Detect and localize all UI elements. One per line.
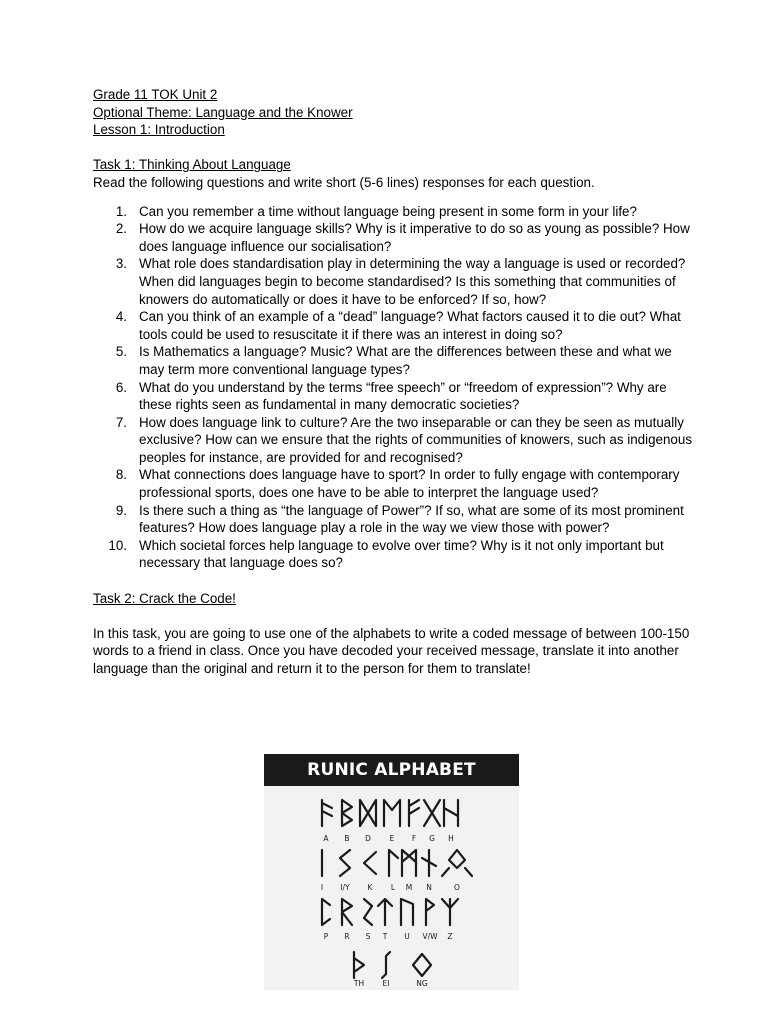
rune-glyphs bbox=[264, 786, 519, 990]
question-text: How does language link to culture? Are the two inseparable or can they be seen as mutually exclusive? How can we ensure that the rights of communities of knowers, such as indigenous peoples for instance, are provided for and recognised? bbox=[139, 414, 693, 465]
rune-ng-icon bbox=[413, 954, 431, 976]
question-text: What connections does language have to sport? In order to fully engage with contemporary professional sports, does one have to be able to interpret the language used? bbox=[139, 467, 680, 501]
rune-letter-label: I/Y bbox=[340, 883, 350, 892]
task2-title: Task 2: Crack the Code! bbox=[93, 590, 236, 606]
rune-r-icon bbox=[342, 899, 352, 925]
question-text: What role does standardisation play in determining the way a language is used or recorded? When did languages begin to become standardised? Is this something that communities of knowers do automatically or does it have to be enforced? If so, how? bbox=[139, 256, 686, 307]
rune-letter-label: E bbox=[389, 834, 395, 843]
question-text: Is Mathematics a language? Music? What are the differences between these and what we may term more conventional language types? bbox=[139, 344, 672, 377]
header-theme-line: Optional Theme: Language and the Knower bbox=[93, 104, 353, 120]
rune-letter-label: I bbox=[320, 883, 324, 892]
rune-chart-title: RUNIC ALPHABET bbox=[264, 754, 519, 786]
question-text: Which societal forces help language to evolve over time? Why is it not only important but necessary that language does so? bbox=[139, 537, 664, 571]
rune-b-icon bbox=[342, 800, 352, 826]
question-number: 2. bbox=[115, 221, 127, 237]
rune-e-icon bbox=[384, 800, 400, 826]
question-number: 10. bbox=[108, 537, 127, 553]
task1-title: Task 1: Thinking About Language bbox=[93, 157, 291, 173]
rune-letter-label: A bbox=[323, 834, 329, 843]
rune-iy-icon bbox=[340, 850, 350, 876]
list-item bbox=[93, 502, 693, 537]
question-text: Can you think of an example of a “dead” language? What factors caused it to die out? What tools could be used to resuscitate it if there was an interest in doing so? bbox=[139, 309, 681, 342]
rune-a-icon bbox=[322, 800, 332, 826]
rune-o-icon bbox=[442, 850, 472, 876]
rune-letter-label: R bbox=[344, 932, 350, 941]
question-number: 6. bbox=[115, 379, 127, 395]
rune-th-icon bbox=[354, 952, 364, 978]
rune-vw-icon bbox=[426, 899, 434, 925]
rune-t-icon bbox=[378, 899, 392, 925]
list-item bbox=[93, 379, 693, 414]
runic-alphabet-chart bbox=[264, 754, 519, 990]
rune-letter-label: U bbox=[404, 932, 410, 941]
list-item bbox=[93, 203, 693, 221]
list-item bbox=[93, 308, 693, 343]
list-item bbox=[93, 255, 693, 308]
list-item bbox=[93, 466, 693, 501]
rune-p-icon bbox=[322, 899, 330, 925]
rune-letter-label: N bbox=[426, 883, 432, 892]
question-number: 1. bbox=[115, 203, 127, 219]
rune-ei-icon bbox=[382, 952, 390, 978]
header-grade-line: Grade 11 TOK Unit 2 bbox=[93, 87, 218, 102]
rune-letter-label: L bbox=[390, 883, 396, 892]
rune-n-icon bbox=[422, 850, 436, 876]
header-lesson-line: Lesson 1: Introduction bbox=[93, 122, 225, 138]
list-item bbox=[93, 220, 693, 255]
question-number: 3. bbox=[115, 256, 127, 272]
list-item bbox=[93, 414, 693, 467]
document-page bbox=[93, 86, 693, 678]
question-text: Can you remember a time without language being present in some form in your life? bbox=[139, 203, 637, 219]
rune-g-icon bbox=[424, 800, 440, 826]
rune-letter-label: TH bbox=[353, 979, 365, 988]
rune-letter-label: V/W bbox=[422, 932, 438, 941]
rune-letter-label: Z bbox=[447, 932, 453, 941]
rune-h-icon bbox=[444, 800, 458, 826]
rune-letter-label: M bbox=[405, 883, 413, 892]
question-number: 8. bbox=[115, 467, 127, 483]
task2-body: In this task, you are going to use one of the alphabets to write a coded message of between 100-150 words to a friend in class. Once you have decoded your received message, translate it into another language than the original and return it to the person for them to translate! bbox=[93, 625, 690, 676]
rune-d-icon bbox=[360, 800, 376, 826]
question-text: Is there such a thing as “the language of Power”? If so, what are some of its most prominent features? How does language play a role in the way we view those with power? bbox=[139, 502, 684, 536]
rune-letter-label: S bbox=[365, 932, 371, 941]
rune-f-icon bbox=[409, 800, 419, 826]
rune-k-icon bbox=[364, 852, 376, 874]
rune-m-icon bbox=[402, 850, 416, 876]
rune-letter-label: EI bbox=[382, 979, 390, 988]
rune-letter-label: NG bbox=[416, 979, 428, 988]
rune-letter-label: H bbox=[448, 834, 454, 843]
rune-letter-label: K bbox=[367, 883, 373, 892]
task1-instructions: Read the following questions and write short (5-6 lines) responses for each question. bbox=[93, 174, 595, 190]
question-text: How do we acquire language skills? Why is it imperative to do so as young as possible? How does language influence our socialisation? bbox=[139, 221, 690, 254]
rune-u-icon bbox=[401, 899, 413, 925]
question-text: What do you understand by the terms “free speech” or “freedom of expression”? Why are these rights seen as fundamental in many democratic societies? bbox=[139, 379, 667, 413]
rune-letter-label: P bbox=[323, 932, 329, 941]
rune-letter-label: G bbox=[429, 834, 435, 843]
question-number: 4. bbox=[115, 309, 127, 325]
rune-l-icon bbox=[389, 850, 398, 876]
question-number: 7. bbox=[115, 414, 127, 430]
rune-letter-label: T bbox=[382, 932, 388, 941]
rune-letter-label: O bbox=[454, 883, 460, 892]
rune-letter-label: D bbox=[365, 834, 371, 843]
rune-z-icon bbox=[442, 899, 458, 925]
question-list bbox=[93, 203, 693, 572]
rune-s-icon bbox=[364, 899, 372, 925]
question-number: 9. bbox=[115, 502, 127, 518]
question-number: 5. bbox=[115, 344, 127, 360]
list-item bbox=[93, 343, 693, 378]
rune-letter-label: B bbox=[344, 834, 350, 843]
list-item bbox=[93, 537, 693, 572]
rune-letter-label: F bbox=[411, 834, 417, 843]
